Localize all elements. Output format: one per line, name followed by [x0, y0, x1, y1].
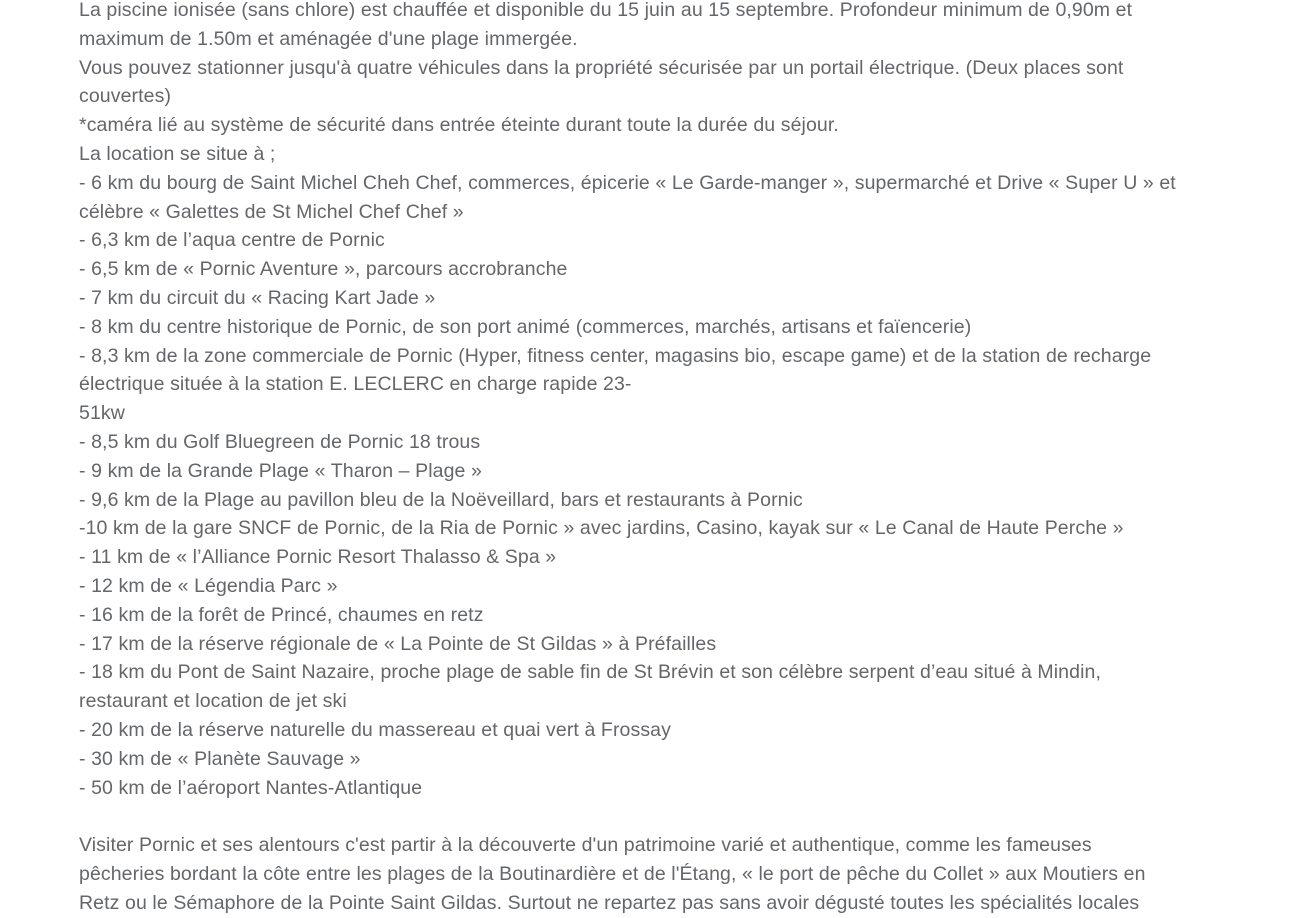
description-line: La piscine ionisée (sans chlore) est chauffée et disponible du 15 juin au 15 septembre. Profondeur minimum de 0,90m et: [79, 0, 1133, 21]
description-line: électrique située à la station E. LECLERC en charge rapide 23-: [79, 373, 632, 396]
description-line: - 20 km de la réserve naturelle du massereau et quai vert à Frossay: [79, 718, 671, 741]
description-line: - 18 km du Pont de Saint Nazaire, proche plage de sable fin de St Brévin et son célèbre serpent d’eau situé à Mindin,: [79, 661, 1101, 684]
description-line: maximum de 1.50m et aménagée d'une plage immergée.: [79, 27, 578, 50]
description-line: - 11 km de « l’Alliance Pornic Resort Thalasso & Spa »: [79, 546, 557, 569]
description-line: -10 km de la gare SNCF de Pornic, de la Ria de Pornic » avec jardins, Casino, kayak sur « Le Canal de Haute Perche »: [79, 517, 1124, 540]
description-line: 51kw: [79, 402, 125, 425]
description-line: - 8,3 km de la zone commerciale de Pornic (Hyper, fitness center, magasins bio, escape game) et de la station de recharge: [79, 344, 1152, 367]
description-line: *caméra lié au système de sécurité dans entrée éteinte durant toute la durée du séjour.: [79, 114, 839, 137]
description-line: - 6 km du bourg de Saint Michel Cheh Chef, commerces, épicerie « Le Garde-manger », supermarché et Drive « Super U » et: [79, 171, 1176, 194]
description-line: - 6,3 km de l’aqua centre de Pornic: [79, 229, 385, 252]
description-line: La location se situe à ;: [79, 142, 276, 165]
description-blank-line: [79, 802, 1209, 831]
description-line: - 17 km de la réserve régionale de « La Pointe de St Gildas » à Préfailles: [79, 632, 717, 655]
description-line: pêcheries bordant la côte entre les plages de la Boutinardière et de l'Étang, « le port de pêche du Collet » aux Moutiers en: [79, 862, 1146, 885]
description-line: - 30 km de « Planète Sauvage »: [79, 747, 361, 770]
description-line: - 8 km du centre historique de Pornic, de son port animé (commerces, marchés, artisans et faïencerie): [79, 315, 972, 338]
description-line: - 7 km du circuit du « Racing Kart Jade »: [79, 286, 436, 309]
description-line: couvertes): [79, 85, 172, 108]
description-line: - 50 km de l’aéroport Nantes-Atlantique: [79, 776, 423, 799]
description-line: - 9 km de la Grande Plage « Tharon – Plage »: [79, 459, 482, 482]
description-line: célèbre « Galettes de St Michel Chef Chef »: [79, 200, 464, 223]
description-text: [79, 0, 1209, 918]
description-line: - 16 km de la forêt de Princé, chaumes en retz: [79, 603, 484, 626]
description-line: - 9,6 km de la Plage au pavillon bleu de la Noëveillard, bars et restaurants à Pornic: [79, 488, 803, 511]
description-line: Vous pouvez stationner jusqu'à quatre véhicules dans la propriété sécurisée par un portail électrique. (Deux places sont: [79, 56, 1124, 79]
description-line: Retz ou le Sémaphore de la Pointe Saint Gildas. Surtout ne repartez pas sans avoir dégusté toutes les spécialités locales: [79, 891, 1140, 914]
description-line: - 6,5 km de « Pornic Aventure », parcours accrobranche: [79, 258, 568, 281]
description-line: restaurant et location de jet ski: [79, 690, 347, 713]
description-line: - 12 km de « Légendia Parc »: [79, 574, 338, 597]
description-line: - 8,5 km du Golf Bluegreen de Pornic 18 trous: [79, 430, 481, 453]
description-line: Visiter Pornic et ses alentours c'est partir à la découverte d'un patrimoine varié et authentique, comme les fameuses: [79, 834, 1092, 857]
